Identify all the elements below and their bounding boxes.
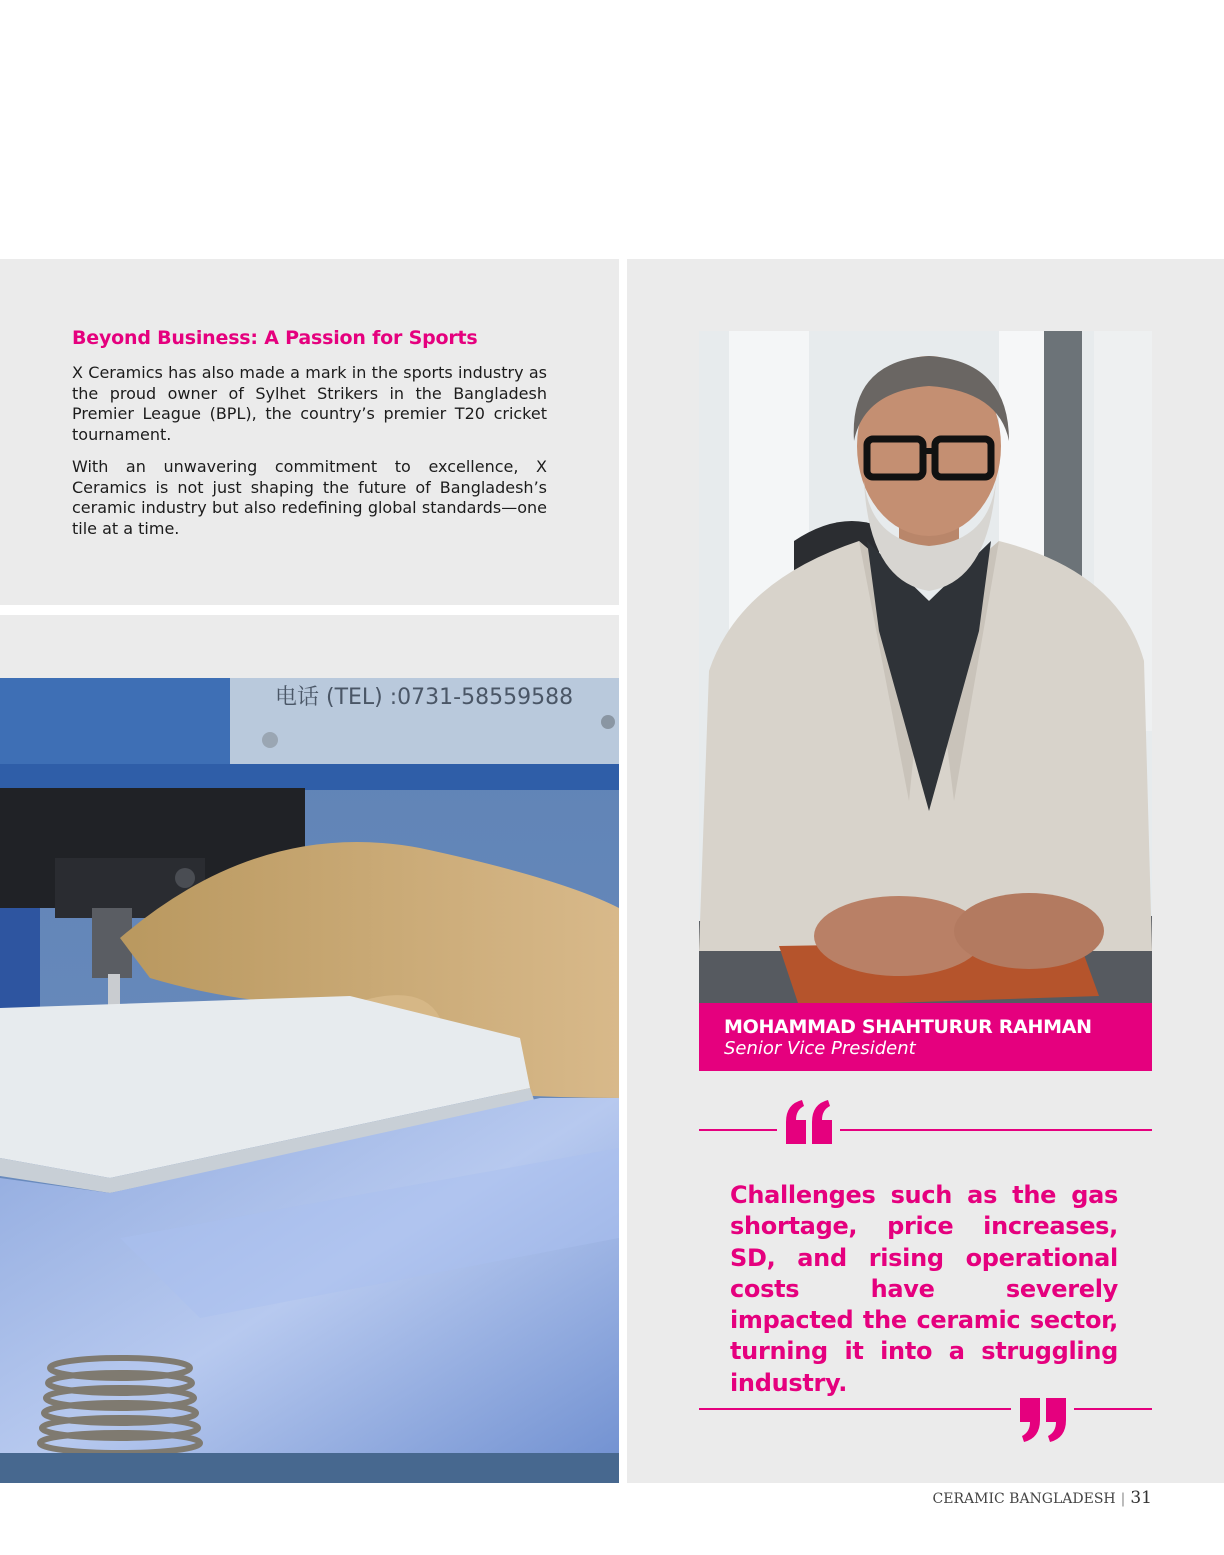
tile-testing-photo — [0, 678, 619, 1483]
footer-separator: | — [1120, 1491, 1126, 1507]
pull-quote: Challenges such as the gas shortage, price increases, SD, and rising operational costs have severely impacted the ceramic sector, turning it into a struggling industry. — [730, 1181, 1118, 1397]
article-paragraph: With an unwavering commitment to excellence, X Ceramics is not just shaping the future of Bangladesh’s ceramic industry but also redefining global standards—one tile at a time. — [72, 457, 547, 538]
page-number: 31 — [1130, 1488, 1152, 1508]
quote-rule — [840, 1129, 1152, 1131]
portrait-photo — [699, 331, 1152, 1004]
machine-label: 电话 (TEL) :0731-58559588 — [275, 685, 574, 710]
section-heading: Beyond Business: A Passion for Sports — [72, 327, 478, 349]
person-name: MOHAMMAD SHAHTURUR RAHMAN — [724, 1016, 1092, 1038]
quote-rule — [699, 1129, 777, 1131]
name-banner — [699, 1003, 1152, 1071]
quote-rule — [1074, 1408, 1152, 1410]
open-quote-icon — [784, 1100, 834, 1144]
quote-rule — [699, 1408, 1011, 1410]
article-paragraph: X Ceramics has also made a mark in the sports industry as the proud owner of Sylhet Strikers in the Bangladesh Premier League (BPL), the country’s premier T20 cricket tournament. — [72, 363, 547, 444]
publication-name: CERAMIC BANGLADESH — [932, 1491, 1116, 1507]
close-quote-icon — [1018, 1398, 1068, 1442]
page-footer — [933, 1488, 1152, 1508]
person-title: Senior Vice President — [724, 1038, 916, 1059]
